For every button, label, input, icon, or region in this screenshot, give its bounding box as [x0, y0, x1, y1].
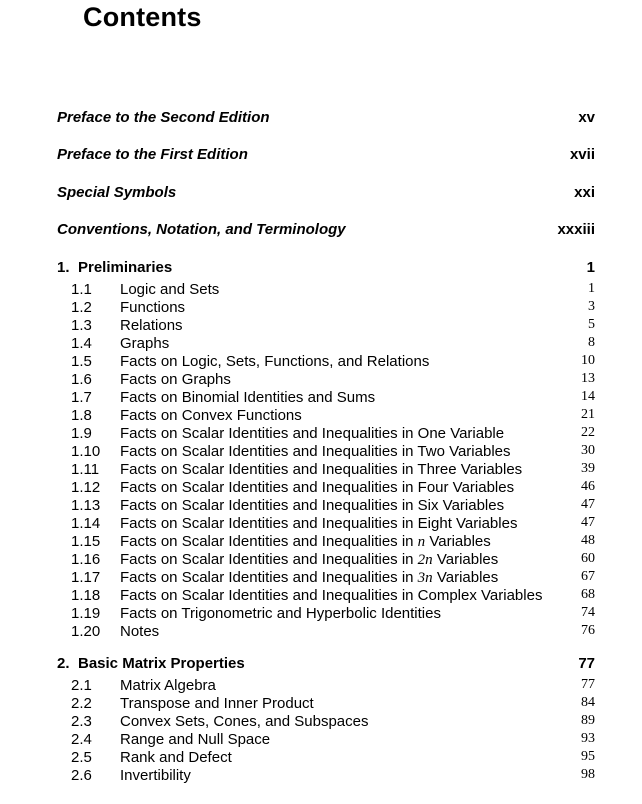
- toc-section[interactable]: [57, 515, 595, 533]
- toc-section[interactable]: [57, 443, 595, 461]
- section-title: [120, 533, 491, 551]
- section-page: 84: [581, 695, 595, 710]
- section-page: 5: [588, 317, 595, 332]
- toc-section[interactable]: [57, 407, 595, 425]
- toc-entry-page: xvii: [569, 146, 595, 163]
- toc-entry-special-symbols[interactable]: [57, 184, 595, 204]
- section-page: 48: [581, 533, 595, 548]
- section-title: Matrix Algebra: [120, 677, 216, 694]
- toc-entry-preface-second-edition[interactable]: [57, 109, 595, 129]
- section-number: 2.5: [71, 749, 92, 766]
- section-number: 2.1: [71, 677, 92, 694]
- section-number: 1.10: [71, 443, 101, 460]
- chapter-title: Basic Matrix Properties: [78, 655, 245, 672]
- section-title: Facts on Scalar Identities and Inequalities in Four Variables: [120, 479, 515, 496]
- chapter-page: 77: [578, 655, 595, 672]
- section-title: Functions: [120, 299, 186, 316]
- section-number: 1.1: [71, 281, 92, 298]
- section-page: 47: [581, 515, 595, 530]
- toc-section[interactable]: [57, 623, 595, 641]
- section-number: 1.4: [71, 335, 92, 352]
- section-title: Convex Sets, Cones, and Subspaces: [120, 713, 369, 730]
- section-title: Rank and Defect: [120, 749, 232, 766]
- section-page: 93: [581, 731, 595, 746]
- section-page: 21: [581, 407, 595, 422]
- toc-entry-label: Preface to the Second Edition: [57, 109, 270, 126]
- section-page: 30: [581, 443, 595, 458]
- toc-section[interactable]: [57, 551, 595, 569]
- section-title: Relations: [120, 317, 183, 334]
- toc-entry-page: xxxiii: [557, 221, 595, 238]
- toc-entry-label: Preface to the First Edition: [57, 146, 248, 163]
- section-number: 1.6: [71, 371, 92, 388]
- toc-entry-label: Conventions, Notation, and Terminology: [57, 221, 346, 238]
- section-page: 46: [581, 479, 595, 494]
- section-title: Graphs: [120, 335, 170, 352]
- section-title: Transpose and Inner Product: [120, 695, 314, 712]
- section-title-text: Variables: [425, 533, 491, 550]
- chapter-title: Preliminaries: [78, 259, 173, 276]
- section-title: Facts on Scalar Identities and Inequalities in Three Variables: [120, 461, 523, 478]
- toc-entry-page: xxi: [574, 184, 595, 201]
- section-page: 76: [581, 623, 595, 638]
- toc-section[interactable]: [57, 317, 595, 335]
- toc-section[interactable]: [57, 371, 595, 389]
- section-number: 1.11: [71, 461, 100, 478]
- section-title: Facts on Convex Functions: [120, 407, 302, 424]
- chapter-2: [57, 655, 595, 785]
- math-variable: 2n: [417, 552, 433, 568]
- section-number: 1.15: [71, 533, 101, 550]
- page-title: Contents: [83, 2, 202, 32]
- toc-entry-conventions[interactable]: [57, 221, 595, 241]
- toc-section[interactable]: [57, 281, 595, 299]
- toc-section[interactable]: [57, 533, 595, 551]
- toc-section[interactable]: [57, 587, 595, 605]
- section-number: 1.2: [71, 299, 92, 316]
- section-page: 74: [581, 605, 595, 620]
- section-page: 10: [581, 353, 595, 368]
- section-number: 1.7: [71, 389, 92, 406]
- section-title: Facts on Trigonometric and Hyperbolic Identities: [120, 605, 441, 622]
- section-title-text: Facts on Scalar Identities and Inequalities in: [120, 533, 418, 550]
- chapter-heading[interactable]: [57, 259, 595, 279]
- section-page: 98: [581, 767, 595, 782]
- section-page: 67: [581, 569, 595, 584]
- section-number: 2.2: [71, 695, 92, 712]
- section-number: 1.18: [71, 587, 101, 604]
- section-number: 1.13: [71, 497, 101, 514]
- section-title-text: Variables: [432, 551, 499, 568]
- toc-section[interactable]: [57, 353, 595, 371]
- section-title-text: Facts on Scalar Identities and Inequalities in: [120, 569, 418, 586]
- math-variable: n: [417, 534, 426, 550]
- toc-entry-preface-first-edition[interactable]: [57, 146, 595, 166]
- section-number: 2.4: [71, 731, 92, 748]
- section-page: 13: [581, 371, 595, 386]
- chapter-heading[interactable]: [57, 655, 595, 675]
- section-number: 1.3: [71, 317, 92, 334]
- toc-section[interactable]: [57, 767, 595, 785]
- toc-section[interactable]: [57, 749, 595, 767]
- section-number: 2.3: [71, 713, 92, 730]
- chapter-1: [57, 259, 595, 641]
- section-number: 1.12: [71, 479, 101, 496]
- toc-section[interactable]: [57, 389, 595, 407]
- section-title: Facts on Scalar Identities and Inequalities in Complex Variables: [120, 587, 543, 604]
- section-page: 68: [581, 587, 595, 602]
- section-number: 1.17: [71, 569, 101, 586]
- section-page: 14: [581, 389, 595, 404]
- section-page: 39: [581, 461, 595, 476]
- section-title: Invertibility: [120, 767, 191, 784]
- section-title: Facts on Scalar Identities and Inequalities in Six Variables: [120, 497, 505, 514]
- section-title: Facts on Binomial Identities and Sums: [120, 389, 376, 406]
- toc-entry-page: xv: [578, 109, 595, 126]
- section-number: 1.8: [71, 407, 92, 424]
- toc-section[interactable]: [57, 479, 595, 497]
- chapter-number: 1.: [57, 259, 70, 276]
- section-title: Facts on Scalar Identities and Inequalities in One Variable: [120, 425, 505, 442]
- toc-section[interactable]: [57, 335, 595, 353]
- section-page: 3: [588, 299, 595, 314]
- toc-entry-label: Special Symbols: [57, 184, 177, 201]
- section-page: 89: [581, 713, 595, 728]
- section-page: 77: [581, 677, 595, 692]
- section-title-text: Facts on Scalar Identities and Inequalities in: [120, 551, 418, 568]
- toc-section[interactable]: [57, 425, 595, 443]
- section-title: Facts on Scalar Identities and Inequalities in Two Variables: [120, 443, 511, 460]
- toc-section[interactable]: [57, 605, 595, 623]
- section-number: 1.16: [71, 551, 101, 568]
- section-page: 95: [581, 749, 595, 764]
- toc-section[interactable]: [57, 695, 595, 713]
- section-title: Facts on Graphs: [120, 371, 231, 388]
- section-title: [120, 551, 498, 569]
- section-title: Logic and Sets: [120, 281, 220, 298]
- section-title: Facts on Scalar Identities and Inequalities in Eight Variables: [120, 515, 518, 532]
- toc-section[interactable]: [57, 299, 595, 317]
- section-page: 8: [588, 335, 595, 350]
- section-number: 2.6: [71, 767, 92, 784]
- section-page: 60: [581, 551, 595, 566]
- section-page: 1: [588, 281, 595, 296]
- section-title: Notes: [120, 623, 160, 640]
- toc-section[interactable]: [57, 461, 595, 479]
- math-variable: 3n: [417, 570, 433, 586]
- section-title: Range and Null Space: [120, 731, 271, 748]
- section-page: 22: [581, 425, 595, 440]
- section-title: Facts on Logic, Sets, Functions, and Relations: [120, 353, 430, 370]
- toc-section[interactable]: [57, 731, 595, 749]
- section-number: 1.5: [71, 353, 92, 370]
- section-page: 47: [581, 497, 595, 512]
- section-title: [120, 569, 498, 587]
- chapter-page: 1: [586, 259, 595, 276]
- chapter-number: 2.: [57, 655, 70, 672]
- section-number: 1.14: [71, 515, 101, 532]
- section-number: 1.20: [71, 623, 101, 640]
- toc-section[interactable]: [57, 677, 595, 695]
- section-number: 1.19: [71, 605, 101, 622]
- section-number: 1.9: [71, 425, 92, 442]
- toc-section[interactable]: [57, 497, 595, 515]
- section-title-text: Variables: [432, 569, 499, 586]
- toc-section[interactable]: [57, 713, 595, 731]
- toc-section[interactable]: [57, 569, 595, 587]
